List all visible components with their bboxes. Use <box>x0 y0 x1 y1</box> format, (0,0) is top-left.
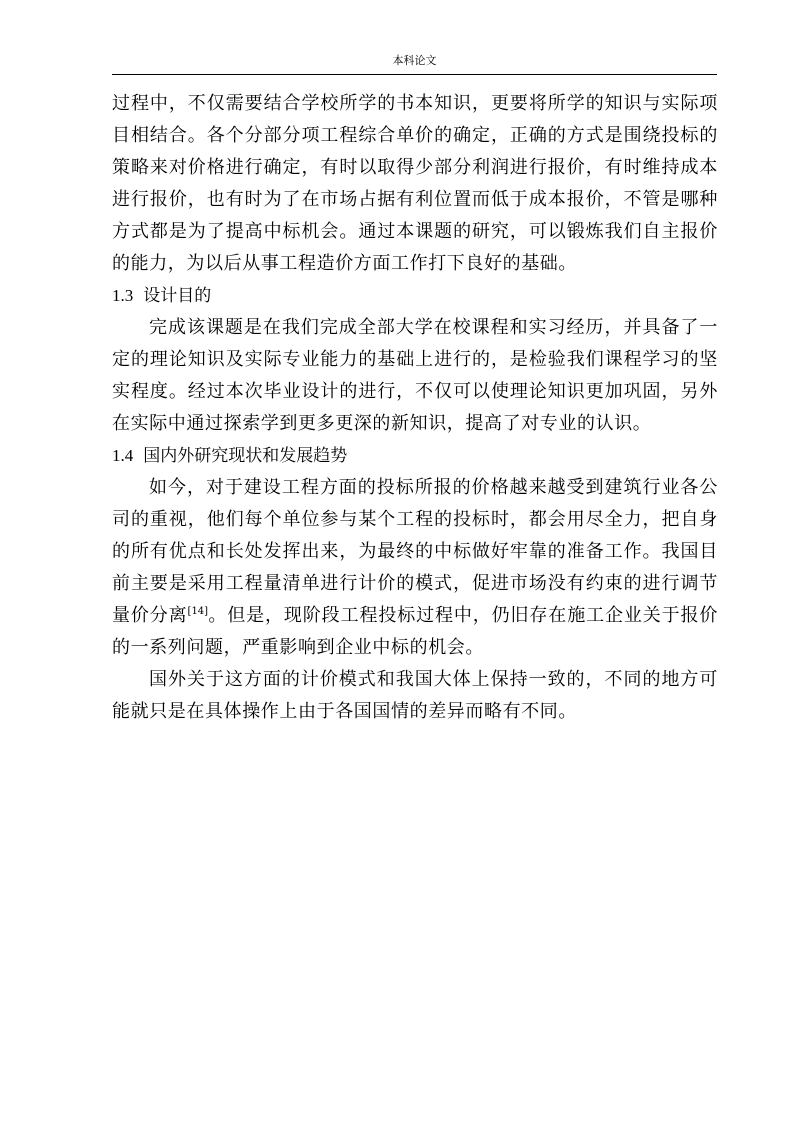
section-number: 1.4 <box>112 446 134 465</box>
header-rule <box>112 74 717 75</box>
section-title: 设计目的 <box>143 286 212 306</box>
section-title: 国内外研究现状和发展趋势 <box>143 446 348 466</box>
section-heading-1-3 <box>112 280 718 312</box>
page-body <box>112 88 718 728</box>
paragraph-research-status <box>112 472 718 664</box>
running-header: 本科论文 <box>392 54 437 67</box>
section-number: 1.3 <box>112 286 134 305</box>
citation-reference: [14] <box>187 606 209 617</box>
section-heading-1-4 <box>112 440 718 472</box>
paragraph-continuation: 过程中，不仅需要结合学校所学的书本知识，更要将所学的知识与实际项目相结合。各个分部分项工程综合单价的确定，正确的方式是围绕投标的策略来对价格进行确定，有时以取得少部分利润进行报价，有时维持成本进行报价，也有时为了在市场占据有利位置而低于成本报价，不管是哪种方式都是为了提高中标机会。通过本课题的研究，可以锻炼我们自主报价的能力，为以后从事工程造价方面工作打下良好的基础。 <box>112 93 718 274</box>
paragraph-text: 。但是，现阶段工程投标过程中，仍旧存在施工企业关于报价的一系列问题，严重影响到企业中标的机会。 <box>112 605 718 658</box>
paragraph-text: 如今，对于建设工程方面的投标所报的价格越来越受到建筑行业各公司的重视，他们每个单位参与某个工程的投标时，都会用尽全力，把自身的所有优点和长处发挥出来，为最终的中标做好牢靠的准备工作。我国目前主要是采用工程量清单进行计价的模式，促进市场没有约束的进行调节量价分离 <box>112 477 718 626</box>
paragraph-foreign-status: 国外关于这方面的计价模式和我国大体上保持一致的，不同的地方可能就只是在具体操作上由于各国国情的差异而略有不同。 <box>112 669 718 722</box>
paragraph-design-purpose: 完成该课题是在我们完成全部大学在校课程和实习经历，并具备了一定的理论知识及实际专业能力的基础上进行的，是检验我们课程学习的坚实程度。经过本次毕业设计的进行，不仅可以使理论知识更加巩固，另外在实际中通过探索学到更多更深的新知识，提高了对专业的认识。 <box>112 317 718 434</box>
